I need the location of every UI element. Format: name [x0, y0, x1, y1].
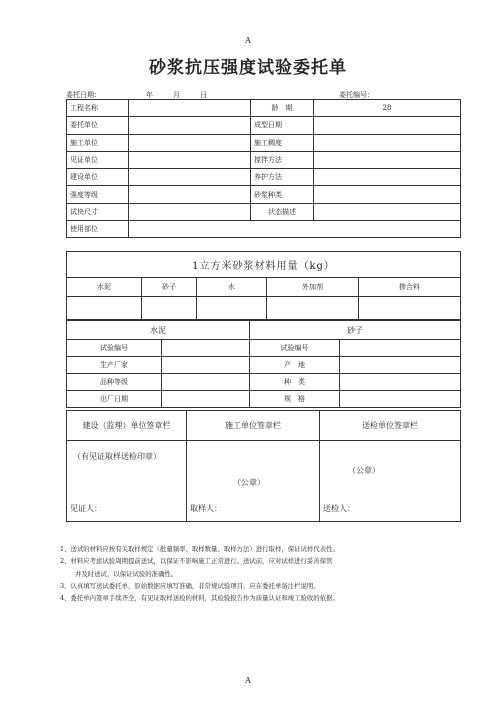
- commission-form-table: [66, 99, 461, 238]
- lab-signature-heading: 送检单位签章栏: [320, 411, 461, 441]
- witness-stamp-label: （有见证取样送检印章）: [73, 452, 161, 461]
- consistency-field[interactable]: [314, 134, 461, 151]
- strength-grade-field[interactable]: [129, 186, 251, 203]
- mix-additive-value[interactable]: [359, 297, 461, 320]
- cement-test-no-label: 试验编号: [67, 340, 162, 357]
- mix-col-sand: 砂子: [142, 278, 197, 297]
- specimen-size-label: 试块尺寸: [67, 203, 129, 220]
- cement-factory-date-field[interactable]: [162, 391, 250, 408]
- mix-col-water: 水: [197, 278, 267, 297]
- day-label: 日: [200, 91, 207, 99]
- lab-seal-label: （公章）: [348, 466, 380, 475]
- builder-signature-box[interactable]: [67, 441, 187, 522]
- lab-signature-box[interactable]: [320, 441, 461, 522]
- mix-cement-value[interactable]: [67, 297, 142, 320]
- construction-seal-label: （公章）: [233, 478, 265, 487]
- builder-unit-label: 建设单位: [67, 169, 129, 186]
- sampler-label: 取样人：: [190, 504, 222, 513]
- sand-test-no-label: 试验编号: [250, 340, 340, 357]
- month-label: 月: [173, 91, 180, 99]
- year-label: 年: [146, 91, 153, 99]
- usage-part-label: 使用部位: [67, 221, 129, 238]
- submitter-label: 送检人：: [323, 504, 355, 513]
- usage-part-field[interactable]: [129, 221, 461, 238]
- note-1: 1、送试的材料应按有关取样规定（批量频率、取样数量、取样方法）进行取样，保证试样代表性。: [60, 545, 339, 553]
- cement-manufacturer-label: 生产厂家: [67, 357, 162, 374]
- cement-grade-field[interactable]: [162, 374, 250, 391]
- mix-water-value[interactable]: [197, 297, 267, 320]
- note-2: 2、材料应考虑试验周期提前送试，以保证不影响施工正常进行。送试前，应对试样进行妥善保管: [60, 557, 333, 566]
- mortar-type-field[interactable]: [314, 186, 461, 203]
- client-unit-label: 委托单位: [67, 117, 129, 134]
- notes: [60, 543, 470, 604]
- row-project: [67, 100, 461, 117]
- witness-person-label: 见证人：: [70, 504, 102, 513]
- sand-spec-field[interactable]: [340, 391, 461, 408]
- construction-signature-box[interactable]: [187, 441, 320, 522]
- condition-label: 状态描述: [251, 203, 314, 220]
- cement-test-no-field[interactable]: [162, 340, 250, 357]
- sand-type-field[interactable]: [340, 374, 461, 391]
- consistency-label: 施工稠度: [251, 134, 314, 151]
- mixing-method-label: 搅拌方法: [251, 151, 314, 168]
- commission-date-label: 委托日期：: [66, 91, 101, 99]
- builder-unit-field[interactable]: [129, 169, 251, 186]
- strength-grade-label: 强度等级: [67, 186, 129, 203]
- cement-heading: 水泥: [67, 321, 250, 340]
- client-unit-field[interactable]: [129, 117, 251, 134]
- molding-date-label: 成型日期: [251, 117, 314, 134]
- project-name-field[interactable]: [129, 100, 251, 117]
- curing-method-label: 养护方法: [251, 169, 314, 186]
- curing-method-field[interactable]: [314, 169, 461, 186]
- sand-heading: 砂子: [250, 321, 461, 340]
- sand-type-label: 种 类: [250, 374, 340, 391]
- signature-table: [66, 410, 461, 522]
- sand-spec-label: 规 格: [250, 391, 340, 408]
- specimen-size-field[interactable]: [129, 203, 251, 220]
- project-name-label: 工程名称: [67, 100, 129, 117]
- mortar-type-label: 砂浆种类: [251, 186, 314, 203]
- commission-no-label: 委托编号：: [339, 91, 374, 99]
- materials-table: [66, 320, 461, 408]
- mix-sand-value[interactable]: [142, 297, 197, 320]
- mix-heading: 1立方米砂浆材料用量（kg）: [67, 252, 461, 278]
- page-title: 砂浆抗压强度试验委托单: [149, 58, 347, 78]
- builder-signature-heading: 建设（监理）单位签章栏: [67, 411, 187, 441]
- mix-col-additive: 掺合料: [359, 278, 461, 297]
- witness-unit-field[interactable]: [129, 151, 251, 168]
- sand-test-no-field[interactable]: [340, 340, 461, 357]
- construction-signature-heading: 施工单位签章栏: [187, 411, 320, 441]
- page-marker-bottom: A: [245, 676, 251, 685]
- mix-col-admixture: 外加剂: [267, 278, 359, 297]
- cement-grade-label: 品种等级: [67, 374, 162, 391]
- witness-unit-label: 见证单位: [67, 151, 129, 168]
- sand-origin-label: 产 地: [250, 357, 340, 374]
- mix-col-cement: 水泥: [67, 278, 142, 297]
- mix-table: [66, 251, 461, 320]
- molding-date-field[interactable]: [314, 117, 461, 134]
- mix-admixture-value[interactable]: [267, 297, 359, 320]
- sand-origin-field[interactable]: [340, 357, 461, 374]
- note-4: 4、委托单内签章手续齐全，有见证取样送检的材料，其检验报告作为质量认证和竣工验收的依据。: [60, 594, 339, 603]
- cement-factory-date-label: 出厂日期: [67, 391, 162, 408]
- age-value[interactable]: 28: [314, 100, 461, 117]
- cement-manufacturer-field[interactable]: [162, 357, 250, 374]
- age-label: 龄 期: [251, 100, 314, 117]
- note-2-cont: 并及时送试，以保证试验的准确性。: [75, 569, 178, 578]
- construction-unit-label: 施工单位: [67, 134, 129, 151]
- condition-field[interactable]: [314, 203, 461, 220]
- construction-unit-field[interactable]: [129, 134, 251, 151]
- mixing-method-field[interactable]: [314, 151, 461, 168]
- page-marker-top: A: [245, 36, 251, 45]
- note-3: 3、认真填写送试委托单，原始数据应填写准确，非常规试验项目，应在委托单备注栏说明。: [60, 581, 320, 590]
